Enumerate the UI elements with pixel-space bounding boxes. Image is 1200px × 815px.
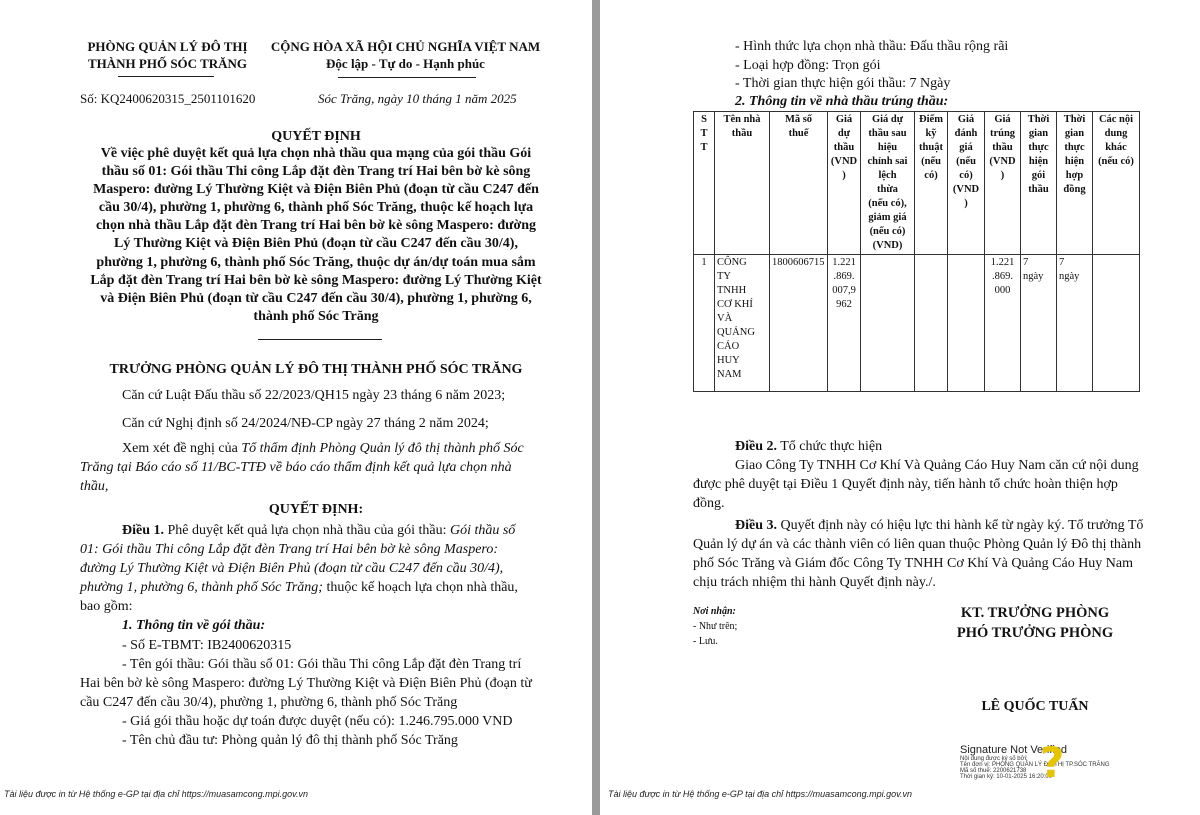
article-3: Điều 3. Quyết định này có hiệu lực thi hành kể từ ngày ký. Tổ trưởng Tổ Quản lý dự án và các thành viên có liên quan thuộc Phòng Quản lý Đô thị thành phố Sóc Trăng và Giám đốc Công Ty TNHH Cơ Khí Và Quảng Cáo Huy Nam chịu trách nhiệm thi hành Quyết định này./. — [693, 518, 1144, 590]
recipient-item: - Như trên; — [693, 621, 738, 632]
page-footer: Tài liệu được in từ Hệ thống e-GP tại địa chỉ https://muasamcong.mpi.gov.vn — [608, 789, 912, 799]
contract-type: - Loại hợp đồng: Trọn gói — [735, 58, 881, 73]
signature-status: Signature Not Verified — [960, 744, 1068, 756]
legal-basis-1: Căn cứ Luật Đấu thầu số 22/2023/QH15 ngày 23 tháng 6 năm 2023; — [122, 388, 506, 403]
table-header-row — [694, 112, 1140, 255]
col-other-content: Các nội dung khác (nếu có) — [1093, 112, 1140, 255]
signature-unverified-icon: ? — [1040, 738, 1065, 787]
signer-title-2: PHÓ TRƯỞNG PHÒNG — [956, 625, 1114, 641]
signer-title-1: KT. TRƯỞNG PHÒNG — [960, 605, 1110, 621]
package-name: - Tên gói thầu: Gói thầu số 01: Gói thầu Thi công Lắp đặt đèn Trang trí Hai bên bờ kè sông Maspero: đường Lý Thường Kiệt và Điện Biên Phủ (đoạn từ cầu C247 đến cầu 30/4), phường 1, phường 6, thành phố Sóc Trăng — [80, 657, 532, 710]
subject-underline — [258, 339, 382, 340]
cell-tax-code: 1800606715 — [770, 255, 828, 392]
col-winning-price: Giá trúng thầu (VND ) — [985, 112, 1021, 255]
nation-title: CỘNG HÒA XÃ HỘI CHỦ NGHĨA VIỆT NAM — [270, 39, 541, 54]
agency-underline — [118, 76, 214, 77]
cell-technical-score — [915, 255, 948, 392]
cell-stt: 1 — [694, 255, 715, 392]
col-adjusted-price: Giá dự thầu sau hiệu chỉnh sai lệch thừa (nếu có), giảm giá (nếu có) (VND) — [861, 112, 915, 255]
document-subject: Về việc phê duyệt kết quả lựa chọn nhà thầu qua mạng của gói thầu Gói thầu số 01: Gói thầu Thi công Lắp đặt đèn Trang trí Hai bên bờ kè sông Maspero: đường Lý Thường Kiệt và Điện Biên Phủ (đoạn từ cầu C247 đến cầu 30/4), phường 1, phường 6, thành phố Sóc Trăng, thuộc kế hoạch lựa chọn nhà thầu Lắp đặt đèn Trang trí Hai bên bờ kè sông Maspero: đường Lý Thường Kiệt và Điện Biên Phủ (đoạn từ cầu C247 đến cầu 30/4), phường 1, phường 6, thành phố Sóc Trăng, thuộc dự án/dự toán mua sắm Lắp đặt đèn Trang trí Hai bên bờ kè sông Maspero: đường Lý Thường Kiệt và Điện Biên Phủ (đoạn từ cầu C247 đến cầu 30/4), phường 1, phường 6, thành phố Sóc Trăng — [90, 146, 542, 324]
document-number: Số: KQ2400620315_2501101620 — [80, 91, 256, 106]
package-price: - Giá gói thầu hoặc dự toán được duyệt (nếu có): 1.246.795.000 VND — [122, 714, 513, 729]
document-date: Sóc Trăng, ngày 10 tháng 1 năm 2025 — [318, 91, 517, 106]
decision-heading: QUYẾT ĐỊNH: — [268, 502, 364, 517]
col-contract-time: Thời gian thực hiện hợp đồng — [1057, 112, 1093, 255]
page-footer: Tài liệu được in từ Hệ thống e-GP tại địa chỉ https://muasamcong.mpi.gov.vn — [4, 789, 308, 799]
table-row — [694, 255, 1140, 392]
cell-contract-time: 7 ngày — [1057, 255, 1093, 392]
cell-contractor-name: CÔNG TY TNHH CƠ KHÍ VÀ QUẢNG CÁO HUY NAM — [715, 255, 770, 392]
etbmt-number: - Số E-TBMT: IB2400620315 — [122, 638, 292, 653]
signer-name: LÊ QUỐC TUẤN — [981, 699, 1089, 714]
winning-contractor-table — [693, 111, 1140, 392]
section-1-heading: 1. Thông tin về gói thầu: — [122, 618, 266, 633]
col-bid-price: Giá dự thầu (VND ) — [828, 112, 861, 255]
cell-other-content — [1093, 255, 1140, 392]
agency-name-line1: PHÒNG QUẢN LÝ ĐÔ THỊ — [87, 39, 248, 54]
col-package-time: Thời gian thực hiện gói thầu — [1021, 112, 1057, 255]
nation-motto: Độc lập - Tự do - Hạnh phúc — [326, 56, 485, 71]
nation-header — [258, 38, 553, 72]
article-2-body: Giao Công Ty TNHH Cơ Khí Và Quảng Cáo Huy Nam căn cứ nội dung được phê duyệt tại Điều 1 Quyết định này, tiến hành tổ chức hoàn thiện hợp đồng. — [693, 458, 1139, 511]
digital-signature-stamp: Signature Not Verified Nội dung được ký số bởi: Tên đơn vị: PHÒNG QUẢN LÝ ĐÔ THỊ TP.SÓC TRĂNG Mã số thuế: 2200621738 Thời gian ký: 10-01-2025 16:20:00 ? — [960, 744, 1120, 780]
cell-bid-price: 1.221 .869. 007,9 962 — [828, 255, 861, 392]
page-gutter — [592, 0, 600, 815]
agency-name-line2: THÀNH PHỐ SÓC TRĂNG — [87, 56, 248, 71]
document-title: QUYẾT ĐỊNH — [271, 129, 361, 144]
authority-heading: TRƯỞNG PHÒNG QUẢN LÝ ĐÔ THỊ THÀNH PHỐ SÓC TRĂNG — [109, 362, 523, 377]
document-page-2 — [600, 0, 1200, 815]
review-paragraph: Xem xét đề nghị của Tổ thẩm định Phòng Quản lý đô thị thành phố Sóc Trăng tại Báo cáo số 11/BC-TTĐ về báo cáo thẩm định kết quả lựa chọn nhà thầu, — [80, 441, 524, 494]
col-stt: S T T — [694, 112, 715, 255]
investor-name: - Tên chủ đầu tư: Phòng quản lý đô thị thành phố Sóc Trăng — [122, 733, 458, 748]
col-contractor-name: Tên nhà thầu — [715, 112, 770, 255]
selection-form: - Hình thức lựa chọn nhà thầu: Đấu thầu rộng rãi — [735, 39, 1009, 54]
recipient-item: - Lưu. — [693, 636, 718, 647]
recipients-label: Nơi nhận: — [693, 606, 736, 617]
recipients — [693, 604, 737, 649]
document-page-1 — [0, 0, 592, 815]
package-duration: - Thời gian thực hiện gói thầu: 7 Ngày — [735, 76, 951, 91]
col-evaluated-price: Giá đánh giá (nếu có) (VND ) — [948, 112, 985, 255]
col-tax-code: Mã số thuế — [770, 112, 828, 255]
signature-block — [945, 603, 1125, 643]
cell-evaluated-price — [948, 255, 985, 392]
agency-header — [80, 38, 255, 72]
article-2-title: Điều 2. Tổ chức thực hiện — [735, 439, 883, 454]
motto-underline — [338, 77, 476, 78]
cell-package-time: 7 ngày — [1021, 255, 1057, 392]
cell-adjusted-price — [861, 255, 915, 392]
section-2-heading: 2. Thông tin về nhà thầu trúng thầu: — [735, 94, 949, 109]
cell-winning-price: 1.221 .869. 000 — [985, 255, 1021, 392]
legal-basis-2: Căn cứ Nghị định số 24/2024/NĐ-CP ngày 27 tháng 2 năm 2024; — [122, 416, 489, 431]
col-technical-score: Điểm kỹ thuật (nếu có) — [915, 112, 948, 255]
article-1: Điều 1. Phê duyệt kết quả lựa chọn nhà thầu của gói thầu: Gói thầu số 01: Gói thầu Thi công Lắp đặt đèn Trang trí Hai bên bờ kè sông Maspero: đường Lý Thường Kiệt và Điện Biên Phủ (đoạn từ cầu C247 đến cầu 30/4), phường 1, phường 6, thành phố Sóc Trăng; thuộc kế hoạch lựa chọn nhà thầu, bao gồm: — [80, 523, 518, 614]
